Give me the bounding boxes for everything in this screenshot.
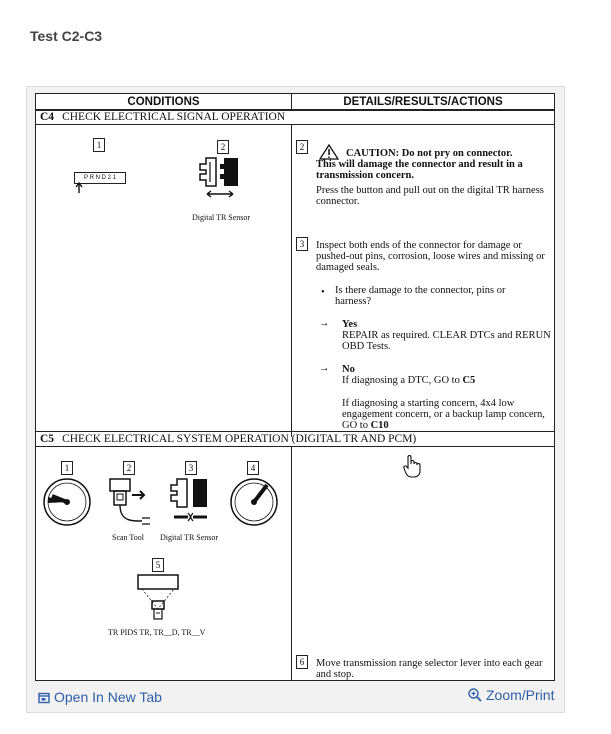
step-number: 4 (247, 461, 259, 475)
scan-tool-icon (104, 477, 154, 527)
divider (291, 124, 292, 437)
tr-pids-caption: TR PIDS TR, TR__D, TR__V (108, 628, 206, 637)
open-new-tab-link[interactable] (38, 689, 162, 705)
section-c4-code: C4 (40, 111, 55, 123)
step-number: 2 (296, 140, 308, 154)
caution-title: CAUTION: Do not pry on connector. (346, 148, 513, 159)
inspect-instruction: Inspect both ends of the connector for damage or pushed-out pins, corrosion, loose wires and missing or damaged seals. (316, 240, 545, 273)
caution-body: This will damage the connector and result in a transmission concern. (316, 159, 523, 181)
no-action-dtc (342, 375, 552, 386)
press-instruction: Press the button and pull out on the digital TR harness connector. (316, 185, 544, 207)
no-action-other (342, 398, 552, 431)
sensor-caption: Digital TR Sensor (160, 533, 219, 542)
zoom-icon (468, 688, 482, 702)
step6-instruction: Move transmission range selector lever into each gear and stop. (316, 658, 543, 680)
scan-tool-caption: Scan Tool (112, 533, 144, 542)
step-number: 3 (296, 237, 308, 251)
open-new-tab-label[interactable]: Open In New Tab (54, 689, 162, 705)
step-number: 2 (217, 140, 229, 154)
bullet-dot: • (321, 287, 325, 298)
header-details: DETAILS/RESULTS/ACTIONS (292, 94, 554, 111)
scan-tool-display-icon (134, 573, 184, 623)
header-conditions: CONDITIONS (36, 94, 292, 111)
divider (291, 94, 292, 109)
prnd-label: P R N D 2 1 (84, 175, 116, 181)
diagnostic-table (35, 93, 555, 681)
section-c5-title: CHECK ELECTRICAL SYSTEM OPERATION (DIGITAL TR AND PCM) (62, 433, 417, 445)
section-c4-title: CHECK ELECTRICAL SIGNAL OPERATION (62, 111, 286, 123)
damage-question: Is there damage to the connector, pins or harness? (335, 285, 506, 307)
goto-c5-link[interactable]: C5 (462, 375, 476, 386)
hand-cursor-icon (402, 454, 422, 478)
ignition-on-icon (229, 477, 279, 527)
step-number: 2 (123, 461, 135, 475)
arrow-icon: → (319, 363, 330, 374)
divider (291, 447, 292, 680)
zoom-print-label[interactable]: Zoom/Print (486, 687, 555, 703)
page-title: Test C2-C3 (30, 28, 103, 44)
section-c5-code: C5 (40, 433, 55, 445)
yes-action: REPAIR as required. CLEAR DTCs and RERUN OBD Tests. (342, 330, 551, 352)
yes-label: Yes (342, 319, 358, 330)
step-number: 1 (61, 461, 73, 475)
ignition-off-icon (42, 477, 92, 527)
arrow-up-icon (74, 182, 84, 194)
step-number: 5 (152, 558, 164, 572)
section-c4-header (36, 109, 554, 125)
zoom-print-link[interactable] (468, 687, 554, 703)
step-number: 1 (93, 138, 105, 152)
goto-c10-link[interactable]: C10 (370, 420, 389, 431)
connector-icon (196, 156, 246, 206)
section-c5-header (36, 431, 554, 447)
no-text-2: If diagnosing a starting concern, 4x4 low engagement concern, or a backup lamp concern, GO to (342, 398, 545, 431)
no-label: No (342, 364, 355, 375)
step-number: 3 (185, 461, 197, 475)
step-number: 6 (296, 655, 308, 669)
open-new-tab-icon (38, 692, 50, 704)
caution-icon (319, 144, 339, 160)
tr-sensor-icon (169, 477, 219, 527)
sensor-caption: Digital TR Sensor (192, 213, 251, 222)
arrow-icon: → (319, 318, 330, 329)
no-text: If diagnosing a DTC, GO to (342, 375, 463, 386)
